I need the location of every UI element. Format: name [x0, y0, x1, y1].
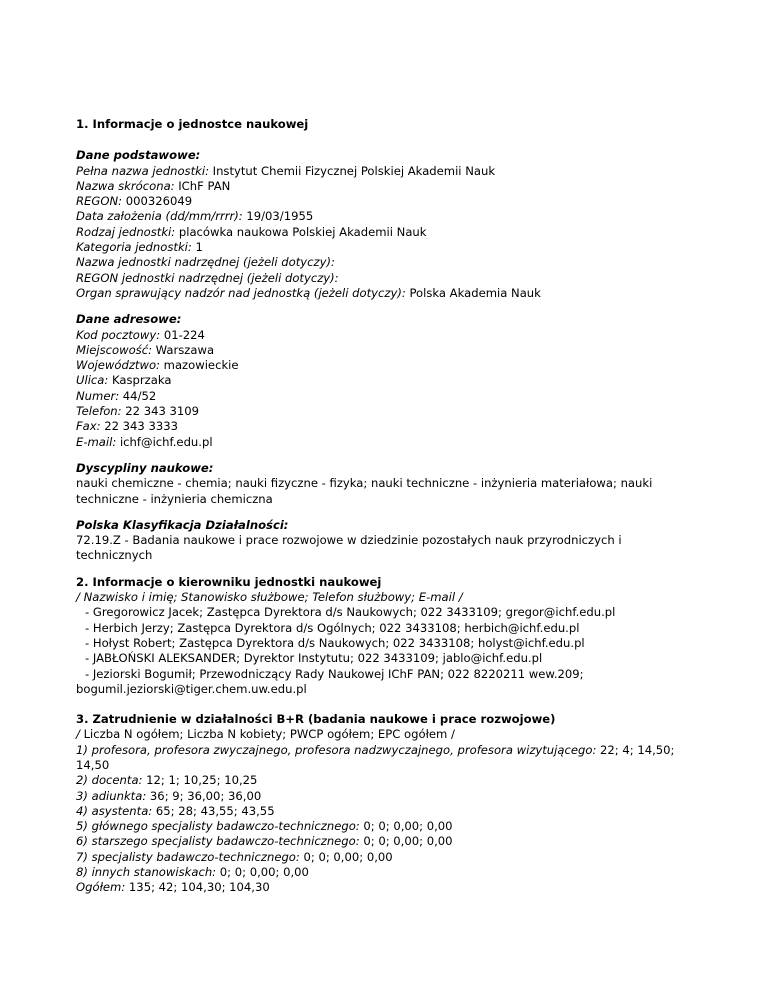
manager-item: - Jeziorski Bogumił; Przewodniczący Rady Naukowej IChF PAN; 022 8220211 wew.209; [85, 666, 584, 681]
document-page [76, 117, 696, 896]
basic-row: REGON jednostki nadrzędnej (jeżeli dotyczy): [76, 270, 339, 285]
basic-row: REGON: 000326049 [76, 194, 193, 209]
pkd-heading: Polska Klasyfikacja Działalności: [76, 517, 289, 532]
pkd-text: technicznych [76, 548, 153, 563]
address-row: Fax: 22 343 3333 [76, 419, 178, 434]
address-data-heading: Dane adresowe: [76, 312, 182, 327]
employment-row: 6) starszego specjalisty badawczo-technicznego: 0; 0; 0,00; 0,00 [76, 834, 453, 849]
address-row: Telefon: 22 343 3109 [76, 404, 200, 419]
section-3-title: 3. Zatrudnienie w działalności B+R (badania naukowe i prace rozwojowe) [76, 712, 556, 727]
employment-list [76, 743, 696, 896]
basic-data-heading: Dane podstawowe: [76, 148, 201, 163]
manager-item: - JABŁOŃSKI ALEKSANDER; Dyrektor Instytutu; 022 3433109; jablo@ichf.edu.pl [85, 651, 543, 666]
section-2-subtitle: / Nazwisko i imię; Stanowisko służbowe; Telefon służbowy; E-mail / [76, 590, 463, 605]
section-3-subtitle: / Liczba N ogółem; Liczba N kobiety; PWCP ogółem; EPC ogółem / [76, 727, 455, 742]
basic-row: Nazwa jednostki nadrzędnej (jeżeli dotyczy): [76, 255, 335, 270]
basic-row: Kategoria jednostki: 1 [76, 240, 203, 255]
section-2-title: 2. Informacje o kierowniku jednostki naukowej [76, 574, 382, 589]
basic-data-list [76, 164, 696, 302]
employment-row: 7) specjalisty badawczo-technicznego: 0; 0; 0,00; 0,00 [76, 849, 393, 864]
pkd-text: 72.19.Z - Badania naukowe i prace rozwojowe w dziedzinie pozostałych nauk przyrodniczych i [76, 533, 622, 548]
employment-row: 3) adiunkta: 36; 9; 36,00; 36,00 [76, 788, 262, 803]
basic-row: Nazwa skrócona: IChF PAN [76, 178, 231, 193]
disciplines-heading: Dyscypliny naukowe: [76, 460, 214, 475]
address-row: Kod pocztowy: 01-224 [76, 327, 205, 342]
basic-row: Pełna nazwa jednostki: Instytut Chemii Fizycznej Polskiej Akademii Nauk [76, 163, 496, 178]
manager-item-continued: bogumil.jeziorski@tiger.chem.uw.edu.pl [76, 681, 307, 696]
address-row: Województwo: mazowieckie [76, 358, 239, 373]
manager-list [76, 605, 696, 697]
employment-row: 2) docenta: 12; 1; 10,25; 10,25 [76, 773, 258, 788]
address-row: Ulica: Kasprzaka [76, 373, 172, 388]
disciplines-text: techniczne - inżynieria chemiczna [76, 491, 273, 506]
basic-row: Data założenia (dd/mm/rrrr): 19/03/1955 [76, 209, 314, 224]
manager-item: - Hołyst Robert; Zastępca Dyrektora d/s Naukowych; 022 3433108; holyst@ichf.edu.pl [85, 635, 585, 650]
employment-row: 1) profesora, profesora zwyczajnego, profesora nadzwyczajnego, profesora wizytującego: 22; 4; 14,50; [76, 742, 675, 757]
manager-item: - Herbich Jerzy; Zastępca Dyrektora d/s Ogólnych; 022 3433108; herbich@ichf.edu.pl [85, 620, 580, 635]
address-data-list [76, 328, 696, 450]
address-row: Miejscowość: Warszawa [76, 342, 215, 357]
address-row: E-mail: ichf@ichf.edu.pl [76, 434, 213, 449]
employment-row: 5) głównego specjalisty badawczo-technicznego: 0; 0; 0,00; 0,00 [76, 819, 453, 834]
employment-row: 4) asystenta: 65; 28; 43,55; 43,55 [76, 803, 275, 818]
section-1-title: 1. Informacje o jednostce naukowej [76, 117, 309, 131]
disciplines-text: nauki chemiczne - chemia; nauki fizyczne - fizyka; nauki techniczne - inżynieria materiałowa; nauki [76, 476, 653, 491]
employment-row: 8) innych stanowiskach: 0; 0; 0,00; 0,00 [76, 865, 309, 880]
manager-item: - Gregorowicz Jacek; Zastępca Dyrektora d/s Naukowych; 022 3433109; gregor@ichf.edu.pl [85, 605, 616, 620]
basic-row: Organ sprawujący nadzór nad jednostką (jeżeli dotyczy): Polska Akademia Nauk [76, 285, 541, 300]
employment-row-continued: 14,50 [76, 757, 110, 772]
basic-row: Rodzaj jednostki: placówka naukowa Polskiej Akademii Nauk [76, 224, 427, 239]
address-row: Numer: 44/52 [76, 388, 157, 403]
employment-total-row: Ogółem: 135; 42; 104,30; 104,30 [76, 880, 270, 895]
